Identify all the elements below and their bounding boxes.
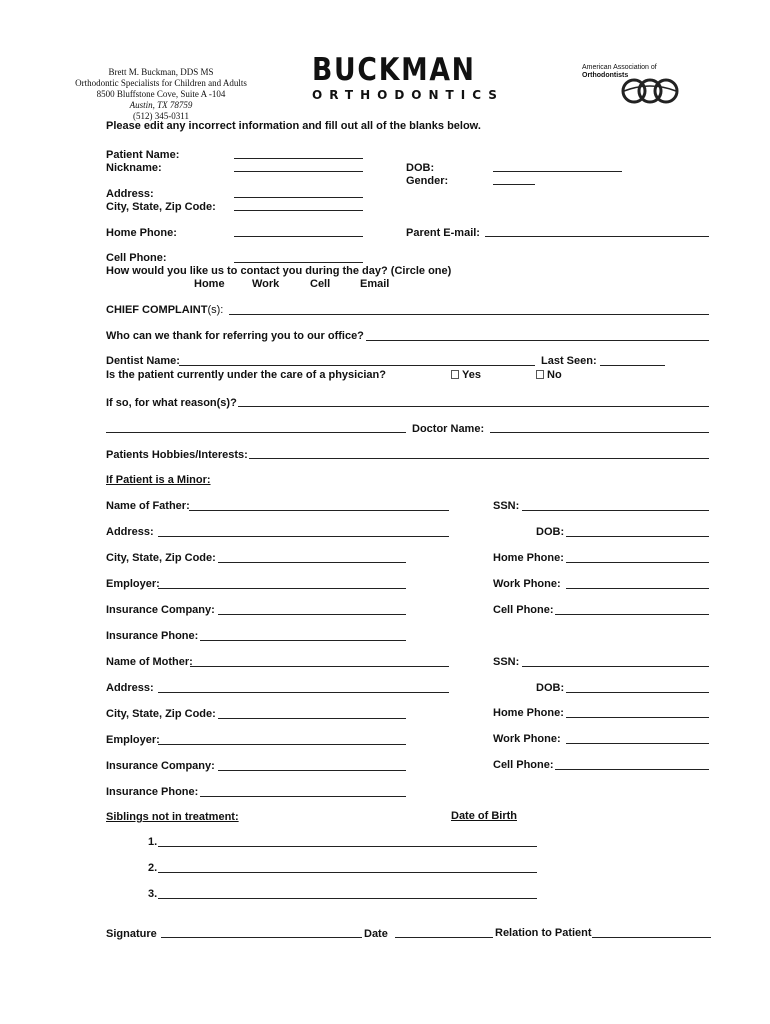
father-cell-phone-label: Cell Phone: <box>493 604 554 616</box>
sibling-row-2-field[interactable] <box>158 872 537 873</box>
address-field[interactable] <box>234 197 363 198</box>
relation-label: Relation to Patient <box>495 927 592 939</box>
sibling-row-1-field[interactable] <box>158 846 537 847</box>
sibling-row-3-field[interactable] <box>158 898 537 899</box>
mother-name-label: Name of Mother: <box>106 656 193 668</box>
home-phone-label: Home Phone: <box>106 227 177 239</box>
relation-field[interactable] <box>592 937 711 938</box>
mother-name-field[interactable] <box>190 666 449 667</box>
aao-rings-icon <box>620 76 680 106</box>
last-seen-label: Last Seen: <box>541 355 597 367</box>
address-label: Address: <box>106 188 154 200</box>
patient-name-label: Patient Name: <box>106 149 180 161</box>
father-insurance-field[interactable] <box>218 614 406 615</box>
mother-address-field[interactable] <box>158 692 449 693</box>
father-address-label: Address: <box>106 526 154 538</box>
chief-complaint-suffix: (s): <box>207 304 224 316</box>
father-employer-field[interactable] <box>158 588 406 589</box>
father-address-field[interactable] <box>158 536 449 537</box>
father-cell-phone-field[interactable] <box>555 614 709 615</box>
mother-home-phone-label: Home Phone: <box>493 707 564 719</box>
dentist-name-field[interactable] <box>179 365 535 366</box>
mother-work-phone-field[interactable] <box>566 743 709 744</box>
father-ssn-label: SSN: <box>493 500 520 512</box>
aao-line2: Orthodontists <box>582 72 629 79</box>
gender-label: Gender: <box>406 175 449 187</box>
parent-email-field[interactable] <box>485 236 709 237</box>
reason-field[interactable] <box>238 406 709 407</box>
referral-field[interactable] <box>366 340 709 341</box>
cell-phone-field[interactable] <box>234 262 363 263</box>
doctor-name-field[interactable] <box>490 432 709 433</box>
last-seen-field[interactable] <box>600 365 665 366</box>
reason-label: If so, for what reason(s)? <box>106 397 237 409</box>
father-work-phone-field[interactable] <box>566 588 709 589</box>
chief-complaint-title: CHIEF COMPLAINT <box>106 304 208 316</box>
parent-email-label: Parent E-mail: <box>406 227 480 239</box>
date-field[interactable] <box>395 937 493 938</box>
patient-name-field[interactable] <box>234 158 363 159</box>
contact-option-work[interactable]: Work <box>252 278 280 290</box>
mother-insurance-field[interactable] <box>218 770 406 771</box>
hobbies-field[interactable] <box>249 458 709 459</box>
home-phone-field[interactable] <box>234 236 363 237</box>
contact-option-cell[interactable]: Cell <box>310 278 331 290</box>
chief-complaint-label <box>106 304 223 317</box>
mother-home-phone-field[interactable] <box>566 717 709 718</box>
mother-employer-field[interactable] <box>158 744 406 745</box>
yes-label: Yes <box>462 369 481 381</box>
gender-field[interactable] <box>493 184 535 185</box>
practice-address-block <box>56 67 266 122</box>
mother-ssn-field[interactable] <box>522 666 709 667</box>
reason-field-2[interactable] <box>106 432 406 433</box>
father-insurance-label: Insurance Company: <box>106 604 215 616</box>
nickname-label: Nickname: <box>106 162 162 174</box>
intro-text: Please edit any incorrect information and fill out all of the blanks below. <box>106 120 481 132</box>
no-checkbox[interactable] <box>536 370 544 379</box>
father-employer-label: Employer: <box>106 578 160 590</box>
sibling-row-2-label: 2. <box>148 862 158 874</box>
mother-city-field[interactable] <box>218 718 406 719</box>
signature-field[interactable] <box>161 937 362 938</box>
buckman-logo <box>312 52 504 102</box>
contact-option-home[interactable]: Home <box>194 278 225 290</box>
mother-insurance-phone-field[interactable] <box>200 796 406 797</box>
mother-dob-label: DOB: <box>536 682 565 694</box>
father-name-label: Name of Father: <box>106 500 190 512</box>
siblings-dob-heading: Date of Birth <box>451 810 517 822</box>
father-ssn-field[interactable] <box>522 510 709 511</box>
practice-street: 8500 Bluffstone Cove, Suite A -104 <box>96 89 226 99</box>
father-home-phone-field[interactable] <box>566 562 709 563</box>
hobbies-label: Patients Hobbies/Interests: <box>106 449 248 461</box>
city-field[interactable] <box>234 210 363 211</box>
no-label: No <box>547 369 562 381</box>
contact-option-email[interactable]: Email <box>360 278 390 290</box>
father-home-phone-label: Home Phone: <box>493 552 564 564</box>
siblings-heading: Siblings not in treatment: <box>106 811 239 823</box>
doctor-name: Brett M. Buckman, DDS MS <box>108 67 214 77</box>
logo-main-text: BUCKMAN <box>312 52 476 88</box>
father-name-field[interactable] <box>189 510 449 511</box>
physician-question: Is the patient currently under the care of a physician? <box>106 369 386 381</box>
practice-specialty: Orthodontic Specialists for Children and Adults <box>75 78 247 88</box>
mother-cell-phone-label: Cell Phone: <box>493 759 554 771</box>
mother-ssn-label: SSN: <box>493 656 520 668</box>
aao-logo <box>582 64 682 106</box>
minor-heading: If Patient is a Minor: <box>106 474 211 486</box>
father-dob-label: DOB: <box>536 526 565 538</box>
contact-question: How would you like us to contact you during the day? (Circle one) <box>106 265 452 277</box>
dob-field[interactable] <box>493 171 622 172</box>
sibling-row-3-label: 3. <box>148 888 158 900</box>
mother-cell-phone-field[interactable] <box>555 769 709 770</box>
mother-address-label: Address: <box>106 682 154 694</box>
mother-dob-field[interactable] <box>566 692 709 693</box>
city-label: City, State, Zip Code: <box>106 201 216 213</box>
father-work-phone-label: Work Phone: <box>493 578 561 590</box>
mother-employer-label: Employer: <box>106 734 160 746</box>
mother-city-label: City, State, Zip Code: <box>106 708 216 720</box>
referral-label: Who can we thank for referring you to our office? <box>106 330 364 342</box>
dentist-name-label: Dentist Name: <box>106 355 180 367</box>
father-city-field[interactable] <box>218 562 406 563</box>
practice-city: Austin, TX 78759 <box>129 100 193 110</box>
mother-insurance-label: Insurance Company: <box>106 760 215 772</box>
chief-complaint-field[interactable] <box>229 314 709 315</box>
physician-no[interactable] <box>536 369 562 382</box>
nickname-field[interactable] <box>234 171 363 172</box>
sibling-row-1-label: 1. <box>148 836 158 848</box>
mother-insurance-phone-label: Insurance Phone: <box>106 786 199 798</box>
doctor-name-label: Doctor Name: <box>412 423 485 435</box>
practice-phone: (512) 345-0311 <box>133 111 189 121</box>
father-insurance-phone-field[interactable] <box>200 640 406 641</box>
father-dob-field[interactable] <box>566 536 709 537</box>
date-label: Date <box>364 928 388 940</box>
yes-checkbox[interactable] <box>451 370 459 379</box>
father-city-label: City, State, Zip Code: <box>106 552 216 564</box>
aao-line1: American Association of <box>582 64 657 71</box>
father-insurance-phone-label: Insurance Phone: <box>106 630 199 642</box>
dob-label: DOB: <box>406 162 435 174</box>
signature-label: Signature <box>106 928 157 940</box>
mother-work-phone-label: Work Phone: <box>493 733 561 745</box>
physician-yes[interactable] <box>451 369 481 382</box>
cell-phone-label: Cell Phone: <box>106 252 167 264</box>
logo-sub-text: ORTHODONTICS <box>312 88 504 102</box>
